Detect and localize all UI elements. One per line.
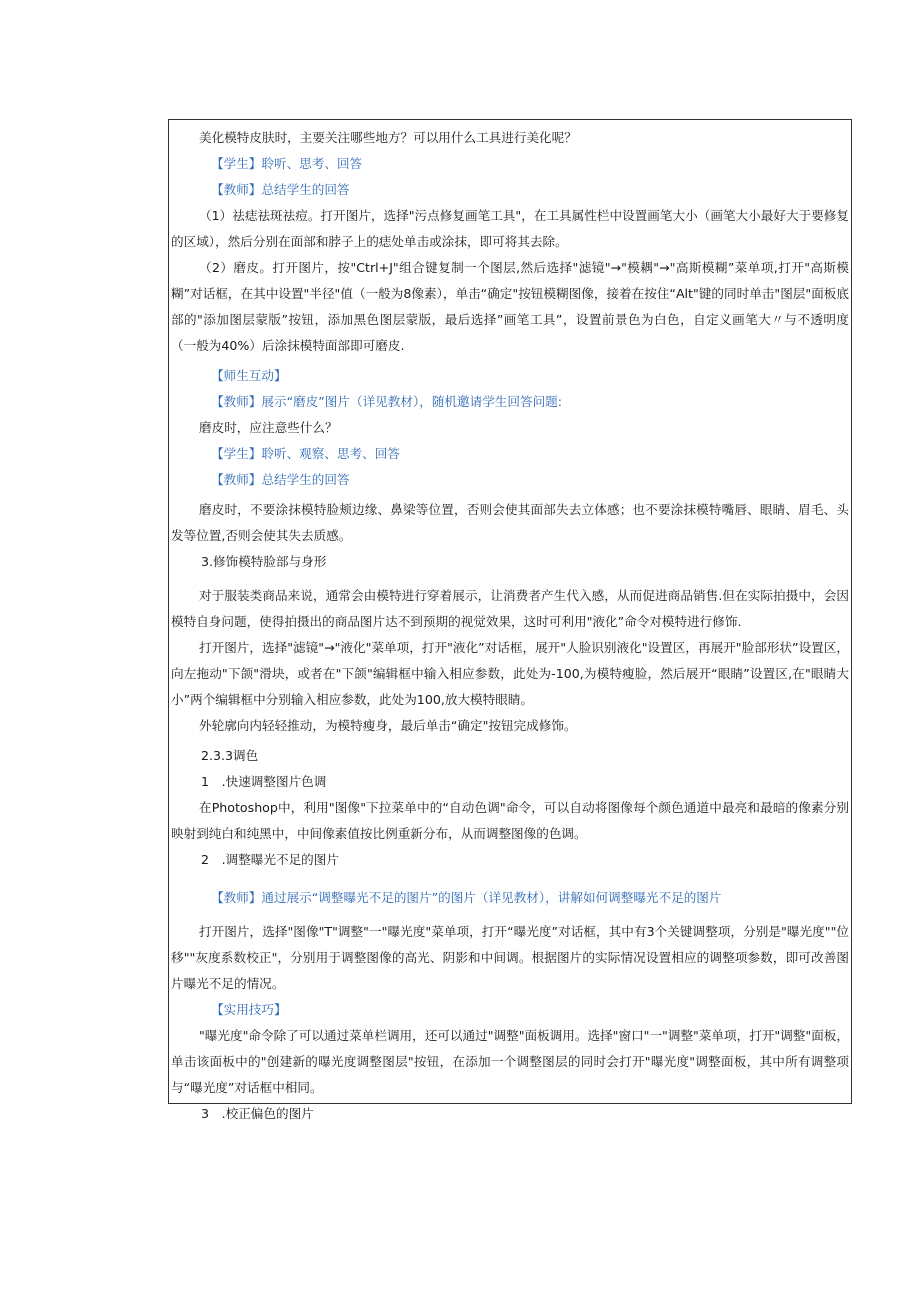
exposure-panel-paragraph: "曝光度"命令除了可以通过菜单栏调用，还可以通过"调整"面板调用。选择"窗口"一"调整"菜单项，打开"调整"面板，单击该面板中的"创建新的曝光度调整图层"按钮，在添加一个调整图层的同时会打开"曝光度"调整面板，其中所有调整项与“曝光度”对话框中相同。 bbox=[171, 1028, 849, 1095]
teacher-summary-label-2: 【教师】总结学生的回答 bbox=[211, 472, 350, 487]
student-response-label: 【学生】聆听、思考、回答 bbox=[211, 156, 363, 171]
question-paragraph-2: 磨皮时，应注意些什么？ bbox=[199, 420, 338, 435]
subsection-heading-1: 1 .快速调整图片色调 bbox=[201, 774, 327, 789]
smoothing-tips-paragraph: 磨皮时，不要涂抹模特脸颊边缘、鼻梁等位置，否则会使其面部失去立体感；也不要涂抹模特嘴唇、眼睛、眉毛、头发等位置,否则会使其失去质感。 bbox=[171, 502, 849, 543]
teacher-summary-label: 【教师】总结学生的回答 bbox=[211, 182, 350, 197]
practical-tips-label: 【实用技巧】 bbox=[211, 1002, 287, 1017]
question-paragraph: 美化模特皮肤时，主要关注哪些地方？可以用什么工具进行美化呢？ bbox=[199, 130, 577, 145]
apparel-model-paragraph: 对于服装类商品来说，通常会由模特进行穿着展示，让消费者产生代入感，从而促进商品销售.但在实际拍摄中，会因模特自身问题，使得拍摄出的商品图片达不到预期的视觉效果，这时可利用"液化”命令对模特进行修饰. bbox=[171, 588, 849, 629]
section-heading-3: 3.修饰模特脸部与身形 bbox=[201, 554, 327, 569]
teacher-show-label: 【教师】展示“磨皮”图片（详见教材），随机邀请学生回答问题: bbox=[211, 394, 563, 409]
student-response-label-2: 【学生】聆听、观察、思考、回答 bbox=[211, 446, 400, 461]
exposure-steps-paragraph: 打开图片，选择"图像"T"调整"一"曝光度"菜单项，打开“曝光度”对话框，其中有3个关键调整项，分别是"曝光度""位移""灰度系数校正"，分别用于调整图像的高光、阴影和中间调。根据图片的实际情况设置相应的调整项参数，即可改善图片曝光不足的情况。 bbox=[171, 924, 849, 991]
mole-removal-paragraph: （1）祛痣祛斑祛痘。打开图片，选择"污点修复画笔工具"，在工具属性栏中设置画笔大小（画笔大小最好大于要修复的区域），然后分别在面部和脖子上的痣处单击或涂抹，即可将其去除。 bbox=[171, 208, 849, 249]
section-heading-2-3-3: 2.3.3调色 bbox=[201, 748, 259, 763]
subsection-heading-3: 3 .校正偏色的图片 bbox=[201, 1106, 314, 1121]
skin-smoothing-paragraph: （2）磨皮。打开图片，按"Ctrl+J"组合键复制一个图层,然后选择"滤镜"→"模耦"→"高斯模糊”菜单项,打开"高斯模糊”对话框，在其中设置"半径"值（一般为8像素），单击“确定"按钮模糊图像，接着在按住“Alt"键的同时单击"图层"面板底部的"添加图层蒙版”按钮，添加黑色图层蒙版，最后选择”画笔工具”，设置前景色为白色，自定义画笔大〃与不透明度（一般为40%）后涂抹模特面部即可磨皮. bbox=[171, 260, 849, 353]
teacher-exposure-label: 【教师】通过展示“调整曝光不足的图片”的图片（详见教材），讲解如何调整曝光不足的图片 bbox=[211, 890, 722, 905]
subsection-heading-2: 2 .调整曝光不足的图片 bbox=[201, 852, 339, 867]
auto-tone-paragraph: 在Photoshop中，利用"图像"下拉菜单中的“自动色调"命令，可以自动将图像每个颜色通道中最亮和最暗的像素分别映射到纯白和纯黑中，中间像素值按比例重新分布，从而调整图像的色调。 bbox=[171, 800, 849, 841]
interaction-label: 【师生互动】 bbox=[211, 368, 287, 383]
body-slimming-paragraph: 外轮廓向内轻轻推动，为模特瘦身，最后单击“确定"按钮完成修饰。 bbox=[199, 718, 577, 733]
lesson-content-frame bbox=[168, 119, 852, 1121]
liquify-steps-paragraph: 打开图片，选择"滤镜"→"液化"菜单项，打开"液化”对话框，展开"人脸识别液化"设置区，再展开"脸部形状”设置区，向左拖动"下颌"滑块，或者在"下颌"编辑框中输入相应参数，此处为-100,为模特瘦脸，然后展开“眼睛”设置区,在"眼睛大小”两个编辑框中分别输入相应参数，此处为100,放大模特眼睛。 bbox=[171, 640, 849, 707]
